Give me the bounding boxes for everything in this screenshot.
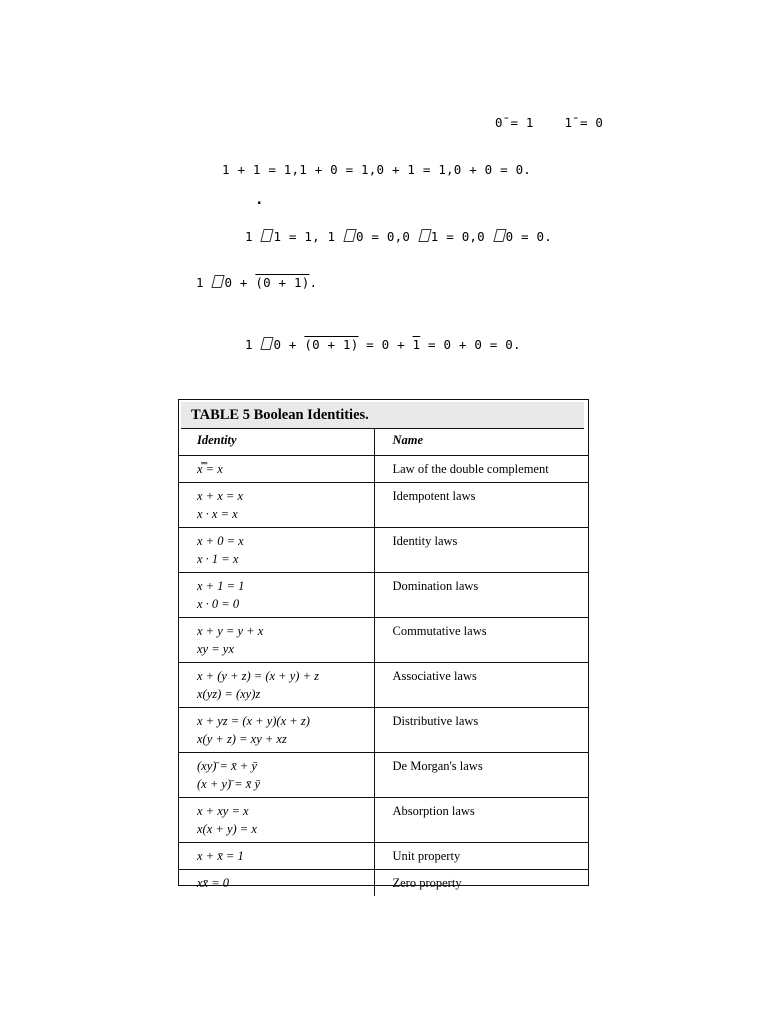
table-row [179,482,588,527]
identity-formula: xx̄ = 0 [197,875,230,890]
identity-formula: x + x̄ = 1 [197,848,244,863]
identity-cell [179,842,374,869]
eq-part: 0 = 0,0 [355,229,418,244]
identity-formula: x + y = y + x [197,623,264,638]
eq-part: 0 + [224,275,256,290]
eq-part: 0 = 0. [505,229,552,244]
identity-formula: xy = yx [197,641,234,656]
eq-part: . [309,275,318,290]
identity-cell [179,752,374,797]
expression-statement [196,275,317,290]
identity-formula: (xy)̄ = x̄ + ȳ [197,758,257,773]
caption-title: Boolean Identities. [253,407,369,423]
law-name-cell: Law of the double complement [374,455,588,482]
identity-cell [179,455,374,482]
boolean-identities-table [178,399,589,890]
caption-prefix: TABLE 5 [191,407,250,423]
eq-part: 1 [245,229,261,244]
law-name-cell: Unit property [374,842,588,869]
identity-formula: x(x + y) = x [197,821,257,836]
law-name-cell: Zero property [374,869,588,896]
table-row [179,707,588,752]
boolean-sum-equations: 1 + 1 = 1,1 + 0 = 1,0 + 1 = 1,0 + 0 = 0. [222,162,532,177]
identities-grid [179,429,588,896]
missing-glyph-icon [493,229,506,242]
expression-evaluation [245,337,521,352]
table-row [179,842,588,869]
table-row [179,617,588,662]
header-name: Name [374,429,588,455]
identity-formula: x + yz = (x + y)(x + z) [197,713,310,728]
identity-formula: x · x = x [197,506,238,521]
missing-glyph-icon [418,229,431,242]
complement-equations: 0̄ = 1 1̄ = 0 [495,115,604,130]
table-row [179,527,588,572]
table-row [179,662,588,707]
identity-formula: x̿ = x [197,461,223,476]
identity-formula: x + 0 = x [197,533,244,548]
eq-part-overlined: 1 [412,337,421,352]
eq-part: = 0 + 0 = 0. [420,337,521,352]
identity-cell [179,662,374,707]
eq-part: 1 [245,337,261,352]
identity-formula: x(y + z) = xy + xz [197,731,287,746]
law-name-cell: Identity laws [374,527,588,572]
identity-cell [179,572,374,617]
table-caption [181,402,584,429]
bullet-dot: . [255,192,264,208]
eq-part: 1 = 1, 1 [273,229,343,244]
law-name-cell: Distributive laws [374,707,588,752]
law-name-cell: Commutative laws [374,617,588,662]
identity-cell [179,869,374,896]
eq-part: = 0 + [358,337,413,352]
law-name-cell: Associative laws [374,662,588,707]
table-row [179,572,588,617]
law-name-cell: Absorption laws [374,797,588,842]
identity-formula: x + xy = x [197,803,249,818]
missing-glyph-icon [343,229,356,242]
identity-formula: (x + y)̄ = x̄ ȳ [197,776,261,791]
eq-part-overlined: (0 + 1) [255,275,310,290]
law-name-cell: Domination laws [374,572,588,617]
table-row [179,797,588,842]
identity-formula: x + (y + z) = (x + y) + z [197,668,319,683]
identity-formula: x · 1 = x [197,551,239,566]
eq-part: 1 = 0,0 [430,229,493,244]
eq-part-overlined: (0 + 1) [304,337,359,352]
identity-cell [179,527,374,572]
identity-cell [179,617,374,662]
eq-part: 1 [196,275,212,290]
header-identity: Identity [179,429,374,455]
table-row [179,752,588,797]
table-row [179,869,588,896]
identity-formula: x · 0 = 0 [197,596,240,611]
law-name-cell: De Morgan's laws [374,752,588,797]
table-row [179,455,588,482]
identity-formula: x + x = x [197,488,244,503]
identity-formula: x + 1 = 1 [197,578,245,593]
law-name-cell: Idempotent laws [374,482,588,527]
boolean-product-equations [245,229,552,244]
table-body [179,455,588,896]
identity-formula: x(yz) = (xy)z [197,686,261,701]
identity-cell [179,482,374,527]
identity-cell [179,707,374,752]
identity-cell [179,797,374,842]
eq-part: 0 + [273,337,305,352]
